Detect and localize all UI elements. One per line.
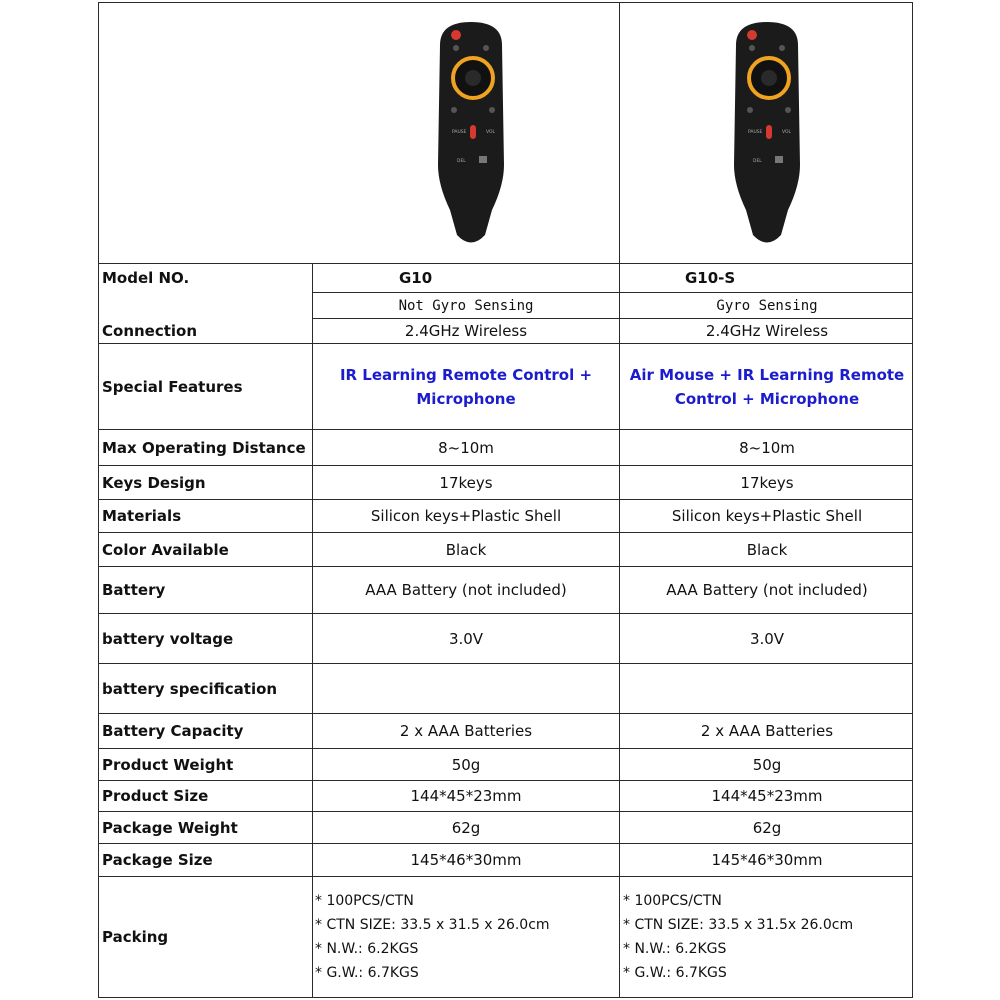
- value-special-features-g10s: [621, 344, 913, 429]
- value-max-distance-g10s: 8~10m: [739, 438, 795, 457]
- value-weight-g10: 50g: [451, 755, 481, 774]
- value-color-g10s: Black: [746, 540, 788, 559]
- label-battery-specification: battery specification: [102, 679, 278, 698]
- value-capacity-g10s: 2 x AAA Batteries: [700, 722, 834, 740]
- value-keys-g10: 17keys: [439, 473, 493, 492]
- value-packing-g10s: [623, 877, 911, 997]
- value-materials-g10: Silicon keys+Plastic Shell: [370, 507, 562, 525]
- label-product-weight: Product Weight: [102, 755, 234, 774]
- label-keys-design: Keys Design: [102, 473, 206, 492]
- value-spec-g10: [313, 664, 619, 713]
- value-materials-g10s: Silicon keys+Plastic Shell: [671, 507, 863, 525]
- value-spec-g10s: [621, 664, 913, 713]
- feature-line: Air Mouse + IR Learning Remote: [629, 365, 905, 384]
- mic-key-icon: [470, 125, 476, 139]
- value-connection-g10: 2.4GHz Wireless: [404, 321, 528, 340]
- label-package-weight: Package Weight: [102, 818, 238, 837]
- feature-line: IR Learning Remote Control +: [339, 365, 593, 384]
- pause-key-label: PAUSE: [748, 130, 763, 135]
- packing-line: * 100PCS/CTN: [315, 893, 414, 909]
- value-keys-g10s: 17keys: [740, 473, 794, 492]
- model-g10s: G10-S: [685, 269, 736, 287]
- packing-line: * N.W.: 6.2KGS: [623, 941, 727, 957]
- power-key-icon: [451, 30, 461, 40]
- mute-key-icon: [479, 156, 487, 163]
- table-border-bottom: [98, 997, 913, 998]
- table-border-left: [98, 2, 99, 998]
- key-icon: [483, 45, 489, 51]
- value-weight-g10s: 50g: [752, 755, 782, 774]
- packing-line: * CTN SIZE: 33.5 x 31.5x 26.0cm: [623, 917, 854, 933]
- value-packing-g10: [315, 877, 615, 997]
- pause-key-label: PAUSE: [452, 130, 467, 135]
- value-size-g10: 144*45*23mm: [410, 787, 522, 805]
- key-icon: [779, 45, 785, 51]
- home-key-icon: [747, 107, 753, 113]
- column-divider: [619, 2, 620, 998]
- table-border-top: [98, 2, 913, 3]
- del-key-label: DEL: [753, 159, 762, 164]
- value-battery-g10s: AAA Battery (not included): [666, 581, 868, 599]
- packing-line: * N.W.: 6.2KGS: [315, 941, 419, 957]
- label-materials: Materials: [102, 507, 182, 525]
- value-pkg-size-g10: 145*46*30mm: [410, 851, 522, 869]
- label-battery-capacity: Battery Capacity: [102, 722, 244, 740]
- feature-line: Control + Microphone: [674, 389, 860, 408]
- packing-line: * G.W.: 6.7KGS: [315, 965, 419, 981]
- ok-key-icon: [465, 70, 481, 86]
- feature-line: Microphone: [416, 389, 516, 408]
- back-key-icon: [785, 107, 791, 113]
- g10-remote-image: [430, 20, 512, 248]
- value-size-g10s: 144*45*23mm: [711, 787, 823, 805]
- del-key-label: DEL: [457, 159, 466, 164]
- mic-key-icon: [766, 125, 772, 139]
- value-pkg-size-g10s: 145*46*30mm: [711, 851, 823, 869]
- value-battery-g10: AAA Battery (not included): [365, 581, 567, 599]
- sensing-g10s: Gyro Sensing: [716, 297, 818, 314]
- back-key-icon: [489, 107, 495, 113]
- label-product-size: Product Size: [102, 787, 209, 805]
- key-icon: [749, 45, 755, 51]
- mute-key-icon: [775, 156, 783, 163]
- packing-line: * 100PCS/CTN: [623, 893, 722, 909]
- label-special-features: Special Features: [102, 377, 243, 396]
- value-capacity-g10: 2 x AAA Batteries: [399, 722, 533, 740]
- value-special-features-g10: [313, 344, 619, 429]
- value-pkg-weight-g10: 62g: [451, 818, 481, 837]
- home-key-icon: [451, 107, 457, 113]
- label-battery: Battery: [102, 581, 166, 599]
- label-package-size: Package Size: [102, 851, 213, 869]
- ok-key-icon: [761, 70, 777, 86]
- label-battery-voltage: battery voltage: [102, 629, 234, 648]
- sensing-g10: Not Gyro Sensing: [398, 297, 534, 314]
- label-color: Color Available: [102, 540, 229, 559]
- packing-line: * G.W.: 6.7KGS: [623, 965, 727, 981]
- packing-line: * CTN SIZE: 33.5 x 31.5 x 26.0cm: [315, 917, 550, 933]
- value-pkg-weight-g10s: 62g: [752, 818, 782, 837]
- label-model-no: Model NO.: [102, 269, 190, 287]
- value-connection-g10s: 2.4GHz Wireless: [705, 321, 829, 340]
- key-icon: [453, 45, 459, 51]
- value-voltage-g10: 3.0V: [448, 629, 484, 648]
- value-max-distance-g10: 8~10m: [438, 438, 494, 457]
- model-g10: G10: [399, 269, 433, 287]
- value-color-g10: Black: [445, 540, 487, 559]
- label-max-distance: Max Operating Distance: [102, 438, 306, 457]
- vol-key-label: VOL: [486, 130, 496, 135]
- label-packing: Packing: [102, 928, 169, 946]
- g10s-remote-image: [726, 20, 808, 248]
- value-voltage-g10s: 3.0V: [749, 629, 785, 648]
- label-connection: Connection: [102, 321, 198, 340]
- vol-key-label: VOL: [782, 130, 792, 135]
- power-key-icon: [747, 30, 757, 40]
